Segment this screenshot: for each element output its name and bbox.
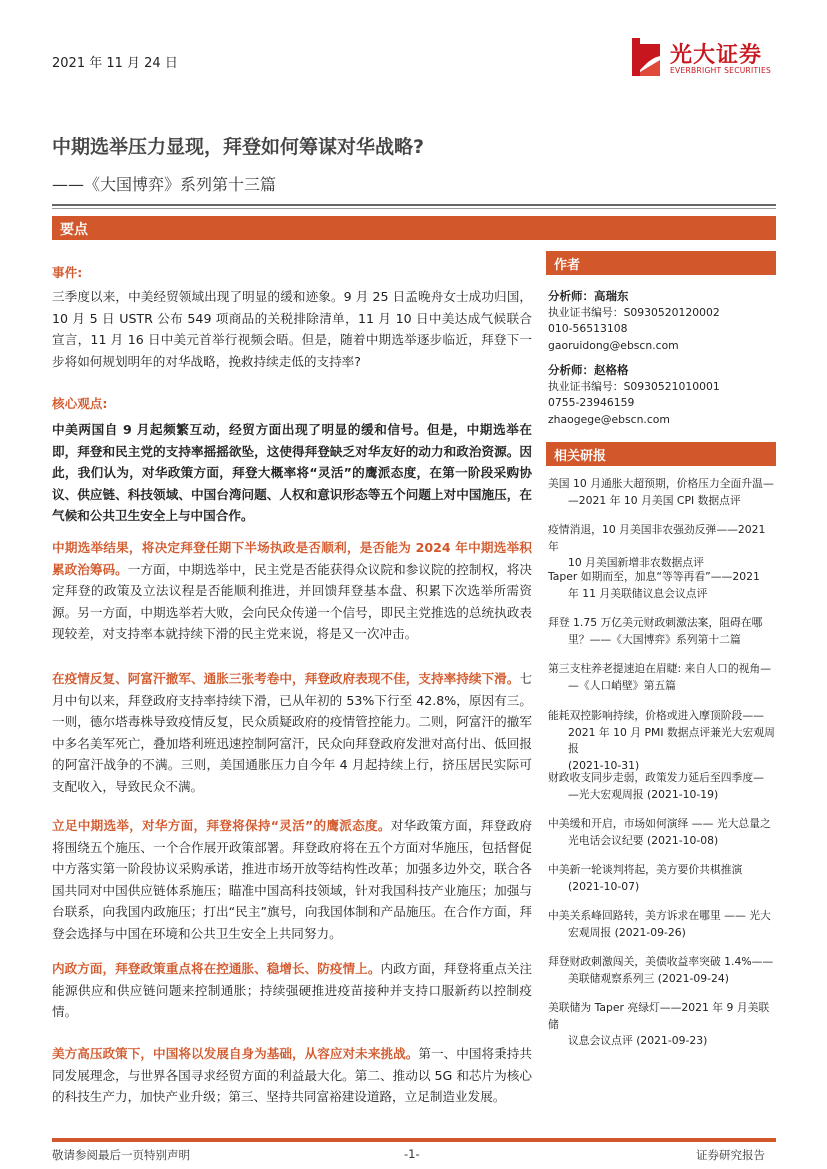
report-line: 拜登 1.75 万亿美元财政刺激法案，阻碍在哪 (548, 616, 763, 629)
related-report-item[interactable] (548, 569, 776, 602)
related-report-item[interactable] (548, 954, 776, 987)
paragraph-lead: 中期选举结果，将决定拜登任期下半场执政是否顺利，是否能为 2024 年中期选举积累政治筹码。 (52, 540, 532, 577)
related-report-item[interactable] (548, 522, 776, 572)
report-line: 美联储为 Taper 亮绿灯——2021 年 9 月美联储 (548, 1001, 770, 1031)
author-cert: 执业证书编号：S0930520120002 (548, 305, 720, 319)
related-reports-label: 相关研报 (554, 449, 607, 464)
report-subtitle: ——《大国博弈》系列第十三篇 (52, 175, 277, 194)
paragraph-china-policy (52, 815, 532, 944)
author-cert: 执业证书编号：S0930521010001 (548, 379, 720, 393)
paragraph-body: 七月中旬以来，拜登政府支持率持续下滑，已从年初的 53%下行至 42.8%，原因有三。一则，德尔塔毒株导致疫情反复，民众质疑政府的疫情管控能力。二则，阿富汗的撤军中多名美军死亡，叠加塔利班迅速控制阿富汗，民众向拜登政府发泄对高付出、低回报的阿富汗战争的不满。三则，美国通胀压力自今年 4 月起持续上行，挤压居民实际可支配收入，导致民众不满。 (52, 671, 532, 794)
section-bar-highlights (52, 216, 776, 240)
authors-label: 作者 (554, 258, 581, 273)
footer-report-type: 证券研究报告 (696, 1148, 765, 1162)
report-line: 疫情消退，10 月美国非农强劲反弹——2021 年 (548, 523, 766, 553)
author-name-line (548, 288, 776, 305)
report-line: 10 月美国新增非农数据点评 (568, 556, 704, 569)
report-line: 美国 10 月通胀大超预期，价格压力全面升温— (548, 477, 774, 490)
section-label: 要点 (60, 222, 88, 238)
paragraph-china-response (52, 1043, 532, 1108)
author-email[interactable]: zhaogege@ebscn.com (548, 412, 670, 426)
author-block (548, 288, 776, 354)
paragraph-body: 对华政策方面，拜登政府将围绕五个施压、一个合作展开政策部署。拜登政府将在五个方面对华施压，包括督促中方落实第一阶段协议采购承诺，推进市场开放等结构性改革；加强多边外交，联合各国共同对中国供应链体系施压；瞄准中国高科技领域，针对我国科技产业施压；加强与台联系，向我国内政施压；打出“民主”旗号，向我国体制和产品施压。在合作方面，拜登会选择与中国在环境和公共卫生安全上共同努力。 (52, 818, 533, 941)
author-phone: 0755-23946159 (548, 396, 635, 409)
paragraph-lead: 美方高压政策下，中国将以发展自身为基础，从容应对未来挑战。 (52, 1046, 419, 1061)
related-report-item[interactable] (548, 1000, 776, 1050)
title-divider (52, 204, 776, 209)
author-block (548, 362, 776, 428)
report-line: 宏观周报 (2021-09-26) (568, 925, 686, 939)
report-line: Taper 如期而至，加息“等等再看”——2021 (548, 570, 760, 583)
core-paragraph: 中美两国自 9 月起频繁互动，经贸方面出现了明显的缓和信号。但是，中期选举在即，拜登和民主党的支持率摇摇欲坠，这使得拜登缺乏对华友好的动力和政治资源。因此，我们认为，对华政策方面，拜登大概率将“灵活”的鹰派态度，在第一阶段采购协议、供应链、科技领域、中国台湾问题、人权和意识形态等五个问题上对中国施压，在气候和公共卫生安全上与中国合作。 (52, 422, 532, 523)
paragraph-approval (52, 668, 532, 797)
report-date: 2021 年 11 月 24 日 (52, 56, 178, 71)
paragraph-body: 内政方面，拜登将重点关注能源供应和供应链问题来控制通胀；持续强硬推进疫苗接种并支持口服新药以控制疫情。 (52, 961, 533, 1019)
report-line: 年 11 月美联储议息会议点评 (568, 586, 708, 600)
author-name: 高瑞东 (594, 289, 629, 303)
page-number: -1- (404, 1147, 420, 1161)
report-line: 中美新一轮谈判将起，美方要价共棋推演 (548, 863, 743, 876)
report-title: 中期选举压力显现，拜登如何筹谋对华战略? (52, 136, 425, 158)
related-report-item[interactable] (548, 770, 776, 803)
related-report-item[interactable] (548, 615, 776, 648)
footer-disclaimer-link[interactable]: 敬请参阅最后一页特别声明 (52, 1148, 190, 1162)
event-paragraph: 三季度以来，中美经贸领域出现了明显的缓和迹象。9 月 25 日孟晚舟女士成功归国，10 月 5 日 USTR 公布 549 项商品的关税排除清单，11 月 10 日中美达成气候联合宣言，11 月 16 日中美元首举行视频会晤。但是，随着中期选举逐步临近，拜登下一步将如何规划明年的对华战略，挽救持续走低的支持率? (52, 289, 532, 369)
company-logo (626, 36, 786, 80)
report-line: 中美关系峰回路转，美方诉求在哪里 —— 光大 (548, 909, 771, 922)
report-line: —《人口峭壁》第五篇 (568, 678, 676, 692)
related-report-item[interactable] (548, 908, 776, 941)
report-line: (2021-10-31) (568, 758, 640, 772)
paragraph-lead: 内政方面，拜登政策重点将在控通胀、稳增长、防疫情上。 (52, 961, 381, 976)
paragraph-lead: 在疫情反复、阿富汗撤军、通胀三张考卷中，拜登政府表现不佳，支持率持续下滑。 (52, 671, 520, 686)
author-name-line (548, 362, 776, 379)
report-line: 能耗双控影响持续，价格或进入摩顶阶段—— (548, 709, 764, 722)
footer-divider (52, 1138, 776, 1142)
paragraph-domestic (52, 958, 532, 1023)
report-line: —2021 年 10 月美国 CPI 数据点评 (568, 493, 741, 507)
report-line: (2021-10-07) (568, 879, 640, 893)
related-report-item[interactable] (548, 862, 776, 895)
paragraph-midterm (52, 537, 532, 645)
report-line: 美联储观察系列三 (2021-09-24) (568, 971, 729, 985)
authors-bar (546, 251, 776, 275)
author-role: 分析师： (548, 363, 594, 377)
report-line: 财政收支同步走弱，政策发力延后至四季度— (548, 771, 764, 784)
related-reports-bar (546, 442, 776, 466)
report-line: —光大宏观周报 (2021-10-19) (568, 787, 719, 801)
related-report-item[interactable] (548, 816, 776, 849)
paragraph-body: 一方面，中期选举中，民主党是否能获得众议院和参议院的控制权，将决定拜登的政策及立法议程是否能顺利推进，并回馈拜登基本盘、积累下次选举所需资源。另一方面，中期选举若大败，会向民众传递一个信号，即民主党推选的总统执政表现较差，对支持率本就持续下滑的民主党来说，将是又一次冲击。 (52, 561, 533, 641)
author-role: 分析师： (548, 289, 594, 303)
related-report-item[interactable] (548, 661, 776, 694)
author-email[interactable]: gaoruidong@ebscn.com (548, 338, 679, 352)
core-heading: 核心观点: (52, 396, 108, 411)
report-line: 中美缓和开启，市场如何演绎 —— 光大总量之 (548, 817, 771, 830)
author-phone: 010-56513108 (548, 322, 628, 335)
logo-text-en: EVERBRIGHT SECURITIES (670, 66, 772, 75)
event-heading: 事件: (52, 265, 83, 280)
related-report-item[interactable] (548, 708, 776, 774)
author-name: 赵格格 (594, 363, 629, 377)
report-line: 第三支柱养老提速迫在眉睫: 来自人口的视角— (548, 662, 772, 675)
report-line: 光电话会议纪要 (2021-10-08) (568, 833, 719, 847)
report-line: 议息会议点评 (2021-09-23) (568, 1034, 708, 1047)
report-line: 2021 年 10 月 PMI 数据点评兼光大宏观周报 (568, 725, 775, 755)
report-line: 里？——《大国博弈》系列第十二篇 (568, 632, 741, 646)
everbright-logo-icon (626, 36, 664, 78)
paragraph-body: 第一、中国将秉持共同发展理念，与世界各国寻求经贸方面的利益最大化。第二、推动以 5G 和芯片为核心的科技生产力，加快产业升级；第三、坚持共同富裕建设道路，立足制造业发展。 (52, 1046, 533, 1104)
logo-text-cn: 光大证券 (670, 43, 763, 68)
report-line: 拜登财政刺激闯关，美债收益率突破 1.4%—— (548, 955, 774, 968)
related-report-item[interactable] (548, 476, 776, 509)
paragraph-lead: 立足中期选举，对华方面，拜登将保持“灵活”的鹰派态度。 (52, 818, 391, 833)
